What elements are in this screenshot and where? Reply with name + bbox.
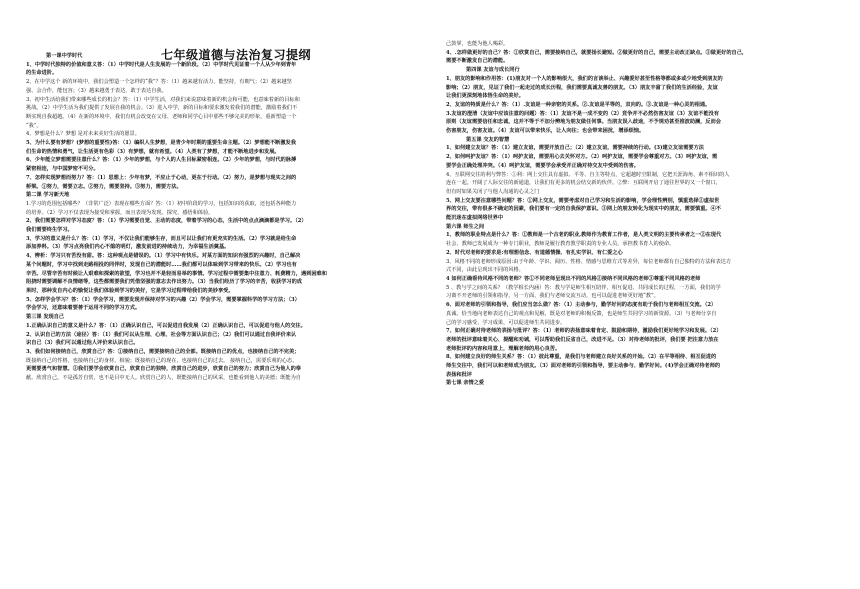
text-line: 4 如何正确看待风格不同的老师？答①不同老师呈现出不同的风格②接纳不同风格的老师③尊重不同风格的老师 [446, 275, 701, 282]
text-line: 献。欣赏自己，不是孤芳自赏，也不是目中无人。欣赏自己的人，既能接纳自己的风采，也能看到他人的美德；既能为自 [26, 375, 301, 382]
page-title: 七年级道德与法治复习提纲 [160, 48, 311, 62]
text-line: 2、友谊的特质是什么？答：（1）.友谊是一种亲密的关系。②.友谊是平等的，双向的。③.友谊是一种心灵的相通。 [446, 101, 711, 108]
text-line: 能沉迷在虚拟网络世界中 [446, 215, 504, 222]
text-line: 伤害朋友，伤害友谊。（4）友谊可以带来快乐，让人向往；也会带来困扰，增添烦恼。 [446, 128, 645, 135]
text-line: 第七课 亲情之爱 [446, 380, 485, 387]
text-line: 桥梁。①努力，需要立志。②努力，需要坚持。③努力，需要方法。 [26, 183, 182, 190]
text-line: 需要不断激发自己的潜能。 [446, 58, 509, 65]
text-line: 5、网上交友要注意哪些问题？答：①网上交友，需要考虑对自己学习和生活的影响，学会理性辨别，慎重选择②虚拟世 [446, 197, 720, 204]
text-line: 紧密相连，与中国梦密不可分。 [26, 166, 99, 173]
text-line: 第二课 学习新天地 [26, 192, 70, 199]
text-line: 2、在中学这个 新的环境中，我们会塑造一个怎样的“我”？答：（1）越来越有活力、能坚持，有朝气；（2）越来越坚 [26, 79, 292, 86]
text-line: 2、如何呵护友谊？答：（1）呵护友谊，需要用心去关怀对方。（2）呵护友谊，需要学会尊重对方。（3）呵护友谊，需 [446, 154, 718, 161]
text-line: 识自己（3）我们可以通过他人评价来认识自己。 [26, 340, 139, 347]
text-line: 2、认识自己的方法（途径）答：（1）我们可以从生理、心理、社会等方面认识自己；（2）我们可以通过自我评价来认 [26, 331, 297, 338]
text-line: 挑战。（2）中学生活为我们提供了发展自我的机会。（3）进入中学，新的目标和要求激发着我们的潜能，激励着我们不 [26, 105, 298, 112]
text-line: 3.友谊的澄清（友谊中应该注意的问题）答：（1）友谊不是一成不变的（2）竞争并不必然伤害友谊（3）友谊不能没有 [446, 110, 720, 117]
text-line: 让我们更深刻地体悟生命的美好。 [446, 93, 524, 100]
text-line: 3、我们如何接纳自己，欣赏自己？答：①接纳自己，需要接纳自己的全部。既接纳自己的优点，也接纳自己的不完美； [26, 348, 300, 355]
text-line: 8、如何建立良好的师生关系？答：（1）彼此尊重，是我们与老师建立良好关系的开始。（2）在平等相待、相互促进的 [446, 354, 717, 361]
text-line: 5、怎样学会学习？答：（1）学会学习，需要发现并保持对学习的兴趣（2）学会学习，需要掌握科学的学习方法；（3） [26, 296, 300, 303]
text-line: 表扬和批评 [446, 371, 472, 378]
text-line: 6、少年能立梦想需要注意什么？答：（1）少年的梦想，与个人的人生目标紧密相连。（2）少年的梦想，与时代的脉搏 [26, 157, 297, 164]
text-line: 界的交往，带有很多不确定的因素，我们要有一定的自我保护意识。③网上的朋友转化为现实中的朋友，需要慎重。④不 [446, 206, 721, 213]
text-line: 我们需要终生学习。 [26, 227, 73, 234]
text-line: 某个问题时，学习中找到走路相投的同伴时，发现自己的潜能时……我们都可以体味到学习带来的快乐。（2）学习也有 [26, 261, 297, 268]
text-line: 1、中学时代独特的价值和意义答：（1）中学时代是人生发展的一个新阶段。（2）中学时代见证着一个人从少年到青年 [26, 61, 297, 68]
text-line: 的生命进阶。 [26, 70, 58, 77]
text-line: 3、初中生活给我们带来哪些成长的机会？答：（1）中学生活，对我们来说意味着新的机会和可能，也意味着新的目标和 [26, 96, 300, 103]
text-line: 4、梦想是什么？梦想 是对未来美好生活的愿景。 [26, 131, 140, 138]
text-line: 的培养。（2）学习不仅表现为接受和掌握，而且表现为发现、探究、感悟和体验。 [26, 209, 214, 216]
text-line: 第六课 师生之间 [446, 223, 485, 230]
right-column [446, 40, 846, 388]
text-line: 5、为什么要有梦想？(梦想的重要性)答：（1）编织人生梦想，是青少年时期的重要生命主题。（2）梦想能不断激发我 [26, 140, 296, 147]
text-line: 添加养料。（3）学习点亮我们内心不熄的明灯，激发前进的持续动力，为幸福生活奠基。 [26, 244, 230, 251]
text-line: 1、如何建立友谊？答：（1）建立友谊，需要开放自己；（2）建立友谊，需要持续的行动。(3)建立友谊需要方法 [446, 145, 704, 152]
text-line: 影响；（2）朋友，见证了我们一起走过的成长历程，我们需要真诚友善的朋友。（3）朋友丰富了我们的生活经验，友谊 [446, 84, 718, 91]
text-line: 2、时代对老师的要求是:有理想信念、有道德情操、有扎实学识、有仁爱之心 [446, 249, 623, 256]
text-line: 第三课 发现自己 [26, 314, 65, 321]
text-line: 己鼓掌，也能为他人喝彩。 [446, 41, 509, 47]
text-line: 第五课 交友的智慧 [466, 136, 510, 143]
text-line: 连在一起。开阔了人际交往的新通道，让我们有更多的机会结交新的伙伴。②弊：互联网开启了通往世界的又一个窗口， [446, 180, 721, 187]
text-line: 阻挠时需要调解不良情绪等，这些都需要我们凭借坚强的意志去作出努力。（3）当我们经历了学习的辛苦，收获学习的成 [26, 279, 302, 286]
text-line: 既接纳自己的性格，也接纳自己的身材、相貌；既接纳自己的现在，也接纳自己的过去。 接纳自己，需要乐观的心态， [26, 357, 298, 364]
text-line: 学会学习，还意味着要善于运用不同的学习方式。 [26, 305, 141, 312]
text-line: 4、.怎样做更好的自己？答：①欣赏自己，需要接纳自己，就要扬长避短。②做更好的自己，需要主动改正缺点。③做更好的自己， [446, 49, 748, 56]
text-line: 7、怎样实现梦想而努力？答：（1）思想上：少年有梦，不应止于心动，更在于行动。（2）努力，是梦想与现实之间的 [26, 174, 297, 181]
text-line: 己的学习感受、学习成果，可以促进师生共同进步。 [446, 319, 566, 326]
text-line: “我”。 [26, 122, 42, 129]
text-line: 7、如何正确对待老师的表扬与批评？答：（1）老师的表扬意味着肯定、鼓励和期待，激励我们更好地学习和发展。（2） [446, 328, 722, 335]
text-line: 们生命的热情和勇气，让生活更有色彩（3）有梦想，就有希望。（4）人类有了梦想，才能不断地进步和发展。 [26, 148, 280, 155]
text-line: 第一课中学时代 [46, 53, 83, 59]
text-line: 断实现自我超越。（4）在新的环境中，我们有机会改变在父母、老师和同学心目中那些不够完美的形象，重新塑造一个 [26, 113, 297, 120]
text-line: 3、风格不同的老师形成原因:由于年龄、学识、阅历、性格、情感与思维方式等差异，每位老师都有自己独特的方法和表达方 [446, 258, 732, 265]
text-line: 果时，那种发自内心的愉悦让我们体验到学习的美好，它是学习过程带给我们的美妙享受。 [26, 287, 234, 294]
text-line: 更需要勇气和智慧。②我们要学会欣赏自己，欣赏自己的独特，欣赏自己的进步，欣赏自己的努力；欣赏自己为他人的奉 [26, 366, 301, 373]
text-line: 4、辨析：学习只有苦没有甜。答：这种观点是错误的。（1）学习中有快乐。对某方面的知识有强烈的兴趣时，自己解决 [26, 253, 301, 260]
text-line: 5 、教与学之间的关系？（教学相长内涵）答：教与学是师生相互陪伴、相互促进、共同成长的过程，一方面，我们的学 [446, 284, 721, 291]
text-line: 辛苦。尽管辛苦有时候让人艰难和探索的欲望，学习也并不是轻而易举的事情。学习过程中需要集中注意力、耗费精力，遇到困难和 [26, 270, 327, 277]
text-line: 2、我们需要怎样对学习态度？答：（1）学习需要自觉、主动的态度，带着学习的心态，生活中的点点滴滴都是学习。（2） [26, 218, 307, 225]
text-line: 社会，教师已发展成为一种专门职业，教师是履行教育教学职责的专业人员，承担教书育人的使命。 [446, 241, 675, 248]
text-line: 4、互联网交往的利与弊答：①利：网上交往具有虚拟、平等、自主等特点，它超越时空限制，它把天涯海角、素不相识的人 [446, 171, 730, 178]
text-line: 但有时如果关闭了与他人沟通的心灵之门 [446, 188, 540, 195]
text-line: 师生交往中，我们可以和老师成为朋友。（3）面对老师的引领和指导，要主动参与、勤学好问。(4)学会正确对待老师的 [446, 363, 721, 370]
text-line: 要学会正确处理冲突。（4）呵护友谊，需要学会承受并正确对待交友中受到的伤害。 [446, 162, 639, 169]
text-line: 老师批评的内容和用意上，理解老师的用心良苦。 [446, 345, 561, 352]
text-line: 1、朋友的影响和作用答：(1)朋友对一个人的影响很大，我们的言谈举止、兴趣爱好甚至性格等都或多或少地受到朋友的 [446, 75, 723, 82]
text-line: 式不同，由此呈现出不同的风格。 [446, 267, 524, 274]
left-column [26, 44, 426, 383]
text-line: 原则（友谊需要信任和忠诚，这并不等于不加分辨地为朋友做任何事。当朋友误入歧途，不予规劝甚至推波助澜，反而会 [446, 119, 721, 126]
text-line: 强，会合作，能包容；（3）越来越勇于表达，敢于表达自我。 [26, 87, 167, 94]
text-line: 1.正确认识自己的意义是什么？答：（1）正确认识自己，可以促进自我发展（2）正确认识自己，可以促进与他人的交往。 [26, 322, 306, 329]
text-line: 习离不开老师的引领和指导，另一方面，我们与老师交流互动，也可以促进老师更好地“教”。 [446, 293, 659, 300]
text-line: 1.学习的范围包括哪些？（非常广泛）表现在哪些方面？答：（1）初中阶段的学习，包括知识的获取，还包括各种能力 [26, 200, 297, 207]
text-line: 3、学习的意义是什么？答：（1）学习，不仅让我们能够生存，而且可以让我们有更充实的生活。（2）学习就是给生命 [26, 235, 297, 242]
text-line: 1、教师的职业特点是什么？答：①教师是一个古老的职业,教师作为教育工作者，是人类文明的主要传承者之一②在现代 [446, 232, 722, 239]
text-line: 第四课 友谊与成长同行 [466, 67, 520, 74]
text-line: 6、面对老师的引领和指导，我们应当怎么做？答：（1）主动参与，勤学好问的态度有助于我们与老师相互交流。（2） [446, 302, 717, 309]
text-line: 老师的批评意味着关心、提醒和劝诫，可以帮助我们反省自己，改进不足。（3）对待老师的批评，我们要 把注意力放在 [446, 336, 719, 343]
text-line: 真诚、恰当地向老师表达自己的观点和见解，既是对老师的积极反馈，也是师生共同学习的新资源。（3）与老师分享自 [446, 310, 717, 317]
